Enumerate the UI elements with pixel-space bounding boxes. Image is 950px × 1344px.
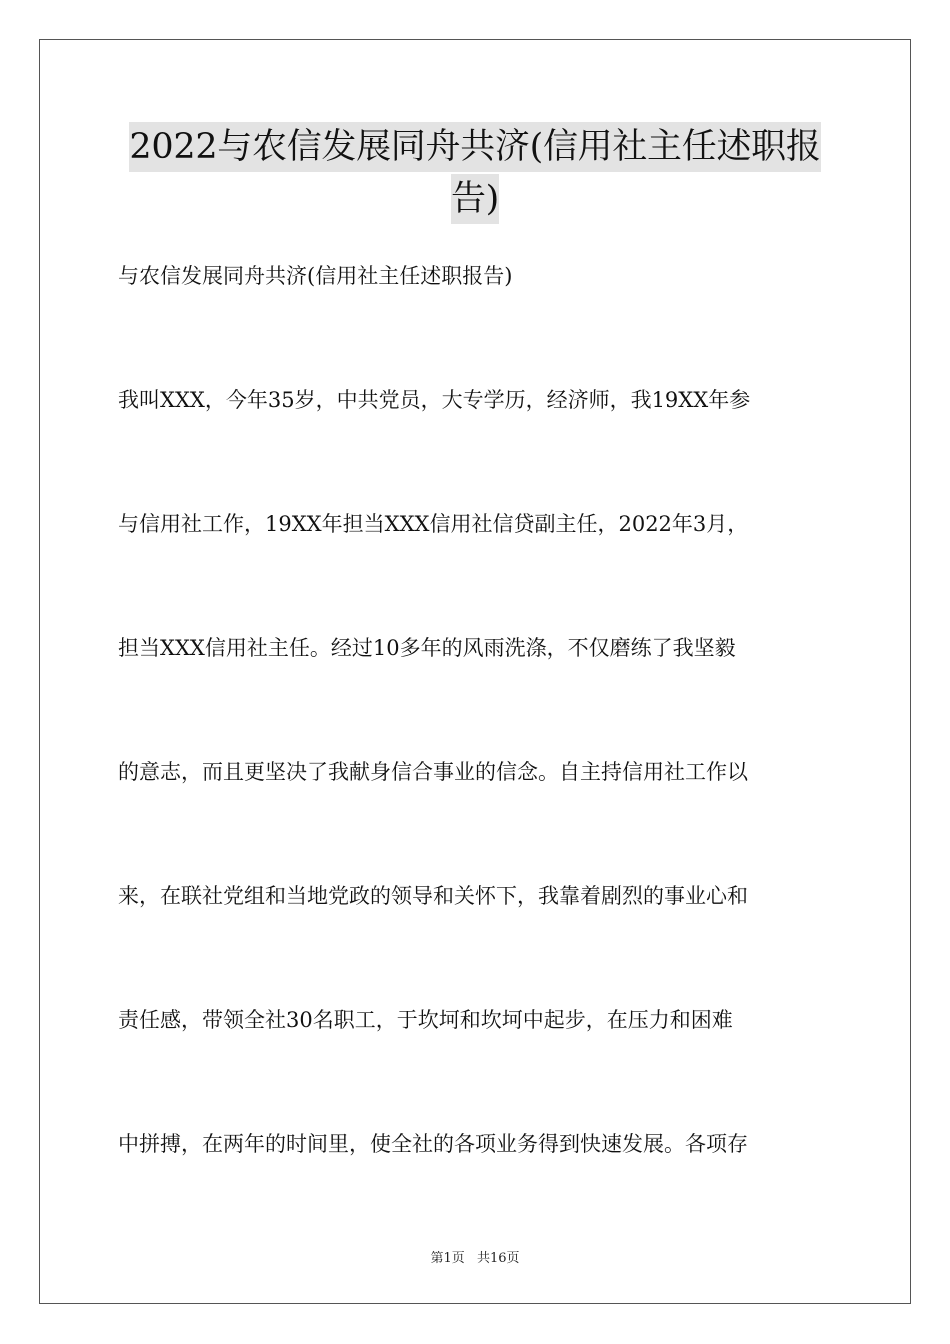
paragraph-line-2: 与信用社工作，19XX年担当XXX信用社信贷副主任，2022年3月， bbox=[118, 512, 749, 536]
total-pages: 共16页 bbox=[476, 1251, 520, 1266]
title-line-2: 告) bbox=[451, 174, 499, 224]
page-border bbox=[39, 39, 911, 1304]
paragraph-line-1: 我叫XXX，今年35岁，中共党员，大专学历，经济师，我19XX年参 bbox=[118, 388, 751, 412]
title-line-1: 2022与农信发展同舟共济(信用社主任述职报 bbox=[129, 122, 820, 172]
paragraph-line-6: 责任感，带领全社30名职工，于坎坷和坎坷中起步，在压力和困难 bbox=[118, 1008, 733, 1032]
document-title bbox=[60, 122, 890, 224]
page-footer bbox=[0, 1247, 950, 1266]
paragraph-line-4: 的意志，而且更坚决了我献身信合事业的信念。自主持信用社工作以 bbox=[118, 760, 748, 784]
page-number: 第1页 bbox=[430, 1251, 465, 1266]
paragraph-line-3: 担当XXX信用社主任。经过10多年的风雨洗涤，不仅磨练了我坚毅 bbox=[118, 636, 736, 660]
paragraph-line-7: 中拼搏，在两年的时间里，使全社的各项业务得到快速发展。各项存 bbox=[118, 1132, 748, 1156]
document-subtitle: 与农信发展同舟共济(信用社主任述职报告) bbox=[118, 264, 513, 288]
paragraph-line-5: 来，在联社党组和当地党政的领导和关怀下，我靠着剧烈的事业心和 bbox=[118, 884, 748, 908]
